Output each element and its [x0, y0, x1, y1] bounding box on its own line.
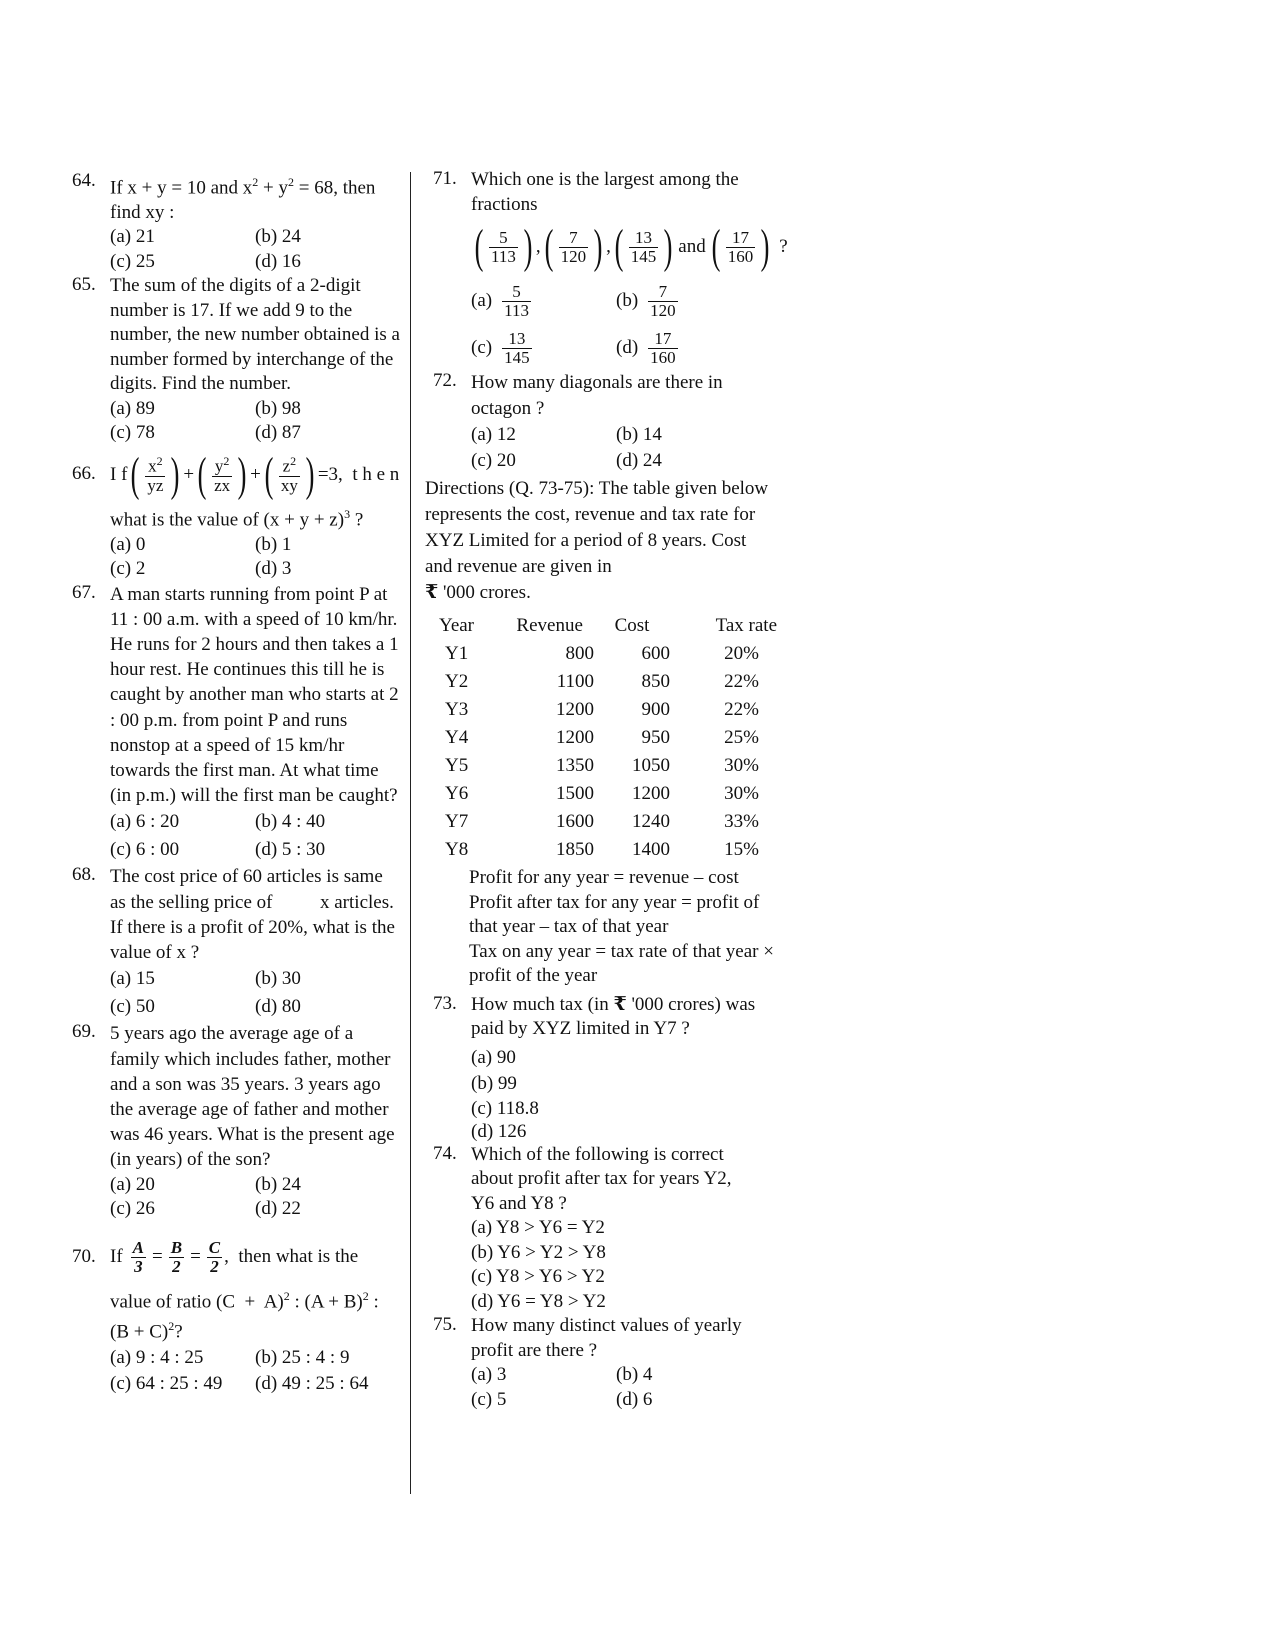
cell-year: Y5 — [445, 755, 469, 777]
left-column — [72, 170, 402, 1397]
option-a: (a) $\frac{5}{113}$ — [471, 282, 529, 320]
directions: Directions (Q. 73-75): The table given below represents the cost, revenue and tax rate for XYZ Limited for a period of 8 years. Cost and revenue are given in ₹ '000 crores. — [425, 478, 769, 604]
table-row — [439, 752, 777, 780]
option-b: (b) 98 — [255, 397, 301, 419]
question-text: How many distinct values of yearly profit are there ? — [471, 1315, 742, 1361]
question-number: 71. — [433, 168, 457, 189]
cell-tax-rate: 22% — [724, 671, 759, 693]
option-c: (c) 78 — [110, 422, 155, 444]
cell-year: Y4 — [445, 727, 469, 749]
option-d: (d) 87 — [255, 422, 301, 444]
option-d: (d) Y6 = Y8 > Y2 — [471, 1290, 606, 1312]
table-row — [439, 808, 777, 836]
option-c: (c) 118.8 — [471, 1097, 539, 1119]
option-c: (c) 50 — [110, 996, 155, 1018]
option-c: (c) 6 : 00 — [110, 839, 180, 861]
cell-cost: 1050 — [631, 755, 670, 777]
question-number: 75. — [433, 1314, 457, 1336]
option-a: (a) 20 — [110, 1173, 155, 1195]
option-a: (a) Y8 > Y6 = Y2 — [471, 1217, 605, 1239]
option-d: (d) 80 — [255, 996, 301, 1018]
note: Profit for any year = revenue – cost — [469, 867, 739, 889]
question-number: 66. — [72, 462, 96, 484]
option-c: (c) 5 — [471, 1388, 507, 1410]
column-divider — [410, 172, 411, 1494]
question-text: How much tax (in ₹ '000 crores) was paid by XYZ limited in Y7 ? — [471, 993, 756, 1040]
option-b: (b) 24 — [255, 1173, 301, 1195]
cell-year: Y6 — [445, 783, 469, 805]
question-text: If x + y = 10 and $x^2 + y^2 = 68$, then find xy : — [110, 175, 376, 223]
cell-revenue: 1200 — [556, 699, 595, 721]
question-number: 68. — [72, 864, 96, 886]
option-b: (b) 14 — [616, 424, 662, 446]
cell-year: Y7 — [445, 811, 469, 833]
question-number: 64. — [72, 170, 96, 191]
option-c: (c) 64 : 25 : 49 — [110, 1373, 223, 1395]
question-text: The cost price of 60 articles is same as the selling price of x articles. If there is a profit of 20%, what is the value of x ? — [110, 866, 400, 964]
question-72 — [425, 370, 777, 474]
options — [471, 1045, 777, 1143]
cell-cost: 900 — [641, 699, 670, 721]
cell-cost: 1200 — [631, 783, 670, 805]
cell-revenue: 800 — [565, 643, 595, 665]
cell-year: Y8 — [445, 839, 469, 861]
question-number: 65. — [72, 274, 96, 296]
option-a: (a) 6 : 20 — [110, 811, 180, 833]
notes — [425, 866, 777, 989]
table-row — [439, 836, 777, 864]
question-text: A man starts running from point P at 11 : 00 a.m. with a speed of 10 km/hr. He runs for 2 hours and then takes a 1 hour rest. He continues this till he is caught by another man who starts at 2 : 00 p.m. from point P and runs nonstop at a speed of 15 km/hr towards the first man. At what time (in p.m.) will the first man be caught? — [110, 583, 399, 807]
cell-tax-rate: 33% — [724, 811, 759, 833]
option-a: (a) 3 — [471, 1364, 507, 1386]
options — [471, 1363, 777, 1412]
option-b: (b) 1 — [255, 533, 292, 555]
cell-cost: 850 — [641, 671, 670, 693]
question-text: 5 years ago the average age of a family which includes father, mother and a son was 35 years. 3 years ago the average age of father and mother was 46 years. What is the present age (in years) of the son? — [110, 1023, 395, 1171]
option-d: (d) 16 — [255, 250, 301, 272]
cell-year: Y3 — [445, 699, 469, 721]
cell-tax-rate: 30% — [724, 755, 759, 777]
option-d: (d) 49 : 25 : 64 — [255, 1373, 369, 1395]
cell-cost: 1400 — [631, 839, 670, 861]
cell-cost: 950 — [641, 727, 670, 749]
option-d: (d) 3 — [255, 558, 292, 580]
option-c: (c) 25 — [110, 250, 155, 272]
question-66 — [72, 448, 402, 582]
rupee-icon: ₹ — [425, 582, 439, 604]
option-a: (a) 9 : 4 : 25 — [110, 1347, 204, 1369]
question-text: what is the value of $(x + y + z)^3$ ? — [110, 506, 364, 531]
question-text: The sum of the digits of a 2-digit number is 17. If we add 9 to the number, the new number obtained is a number formed by interchange of the digits. Find the number. — [110, 275, 400, 395]
cell-revenue: 1600 — [556, 811, 595, 833]
option-b: (b) 30 — [255, 968, 301, 990]
table-row — [439, 724, 777, 752]
question-75 — [425, 1314, 777, 1412]
table-row — [439, 640, 777, 668]
table-row — [439, 780, 777, 808]
option-a: (a) 90 — [471, 1046, 516, 1068]
option-d: (d) 5 : 30 — [255, 839, 326, 861]
question-text: How many diagonals are there in octagon ? — [471, 372, 723, 420]
option-c: (c) 26 — [110, 1198, 155, 1220]
cell-tax-rate: 15% — [724, 839, 759, 861]
right-column — [425, 168, 788, 1412]
option-d: (d) $\frac{17}{160}$ — [616, 328, 676, 367]
question-73 — [425, 993, 777, 1143]
options — [110, 1345, 402, 1397]
option-b: (b) Y6 > Y2 > Y8 — [471, 1241, 606, 1263]
options — [471, 283, 777, 366]
cell-tax-rate: 25% — [724, 727, 759, 749]
options — [471, 1216, 777, 1314]
options — [110, 397, 402, 446]
options — [110, 533, 402, 582]
option-a: (a) 15 — [110, 968, 155, 990]
cell-tax-rate: 30% — [724, 783, 759, 805]
cell-year: Y1 — [445, 643, 469, 665]
cell-cost: 1240 — [631, 811, 670, 833]
question-text: Which one is the largest among the fractions — [471, 169, 739, 215]
question-formula: If $\frac{A}{3}$ = $\frac{B}{2}$ = $\frac{C}{2}$ , then what is the — [110, 1238, 359, 1277]
option-d: (d) 126 — [471, 1120, 527, 1142]
question-text: value of ratio $(C + A)^2$ : $(A + B)^2$ : — [110, 1288, 379, 1312]
option-b: (b) 4 : 40 — [255, 811, 326, 833]
option-a: (a) 89 — [110, 397, 155, 419]
question-64 — [72, 170, 402, 274]
question-number: 74. — [433, 1142, 457, 1164]
cell-tax-rate: 20% — [724, 643, 759, 665]
question-text: Which of the following is correct about profit after tax for years Y2, Y6 and Y8 ? — [471, 1143, 732, 1214]
question-70 — [72, 1232, 402, 1398]
option-a: (a) 12 — [471, 424, 516, 446]
note: Profit after tax for any year = profit of that year – tax of that year — [469, 891, 760, 938]
data-table — [439, 612, 777, 864]
cell-revenue: 1100 — [556, 671, 595, 693]
note: Tax on any year = tax rate of that year × profit of the year — [469, 940, 774, 987]
question-67 — [72, 582, 402, 865]
question-number: 67. — [72, 581, 96, 603]
option-b: (b) 4 — [616, 1364, 653, 1386]
option-b: (b) 25 : 4 : 9 — [255, 1347, 350, 1369]
table-row — [439, 696, 777, 724]
question-number: 70. — [72, 1245, 96, 1267]
question-68 — [72, 864, 402, 1021]
option-b: (b) 24 — [255, 226, 301, 248]
question-69 — [72, 1021, 402, 1221]
options — [110, 808, 402, 864]
cell-revenue: 1850 — [556, 839, 595, 861]
option-d: (d) 24 — [616, 450, 662, 472]
question-65 — [72, 274, 402, 446]
options — [110, 965, 402, 1021]
fractions-list: ( $\frac{5}{113}$ ) , ( $\frac{7}{120}$ ) , ( $\frac{13}{145}$ ) and ( $\frac{17}{160}$ ) ? — [474, 220, 788, 273]
cell-cost: 600 — [641, 643, 670, 665]
table-row — [439, 668, 777, 696]
question-text: $(B + C)^2$? — [110, 1319, 183, 1343]
cell-revenue: 1500 — [556, 783, 595, 805]
cell-tax-rate: 22% — [724, 699, 759, 721]
cell-revenue: 1200 — [556, 727, 595, 749]
option-c: (c) 20 — [471, 450, 516, 472]
option-b: (b) $\frac{7}{120}$ — [616, 282, 676, 320]
cell-year: Y2 — [445, 671, 469, 693]
option-a: (a) 0 — [110, 533, 146, 555]
option-d: (d) 22 — [255, 1198, 301, 1220]
rupee-icon: ₹ — [613, 993, 627, 1015]
option-c: (c) Y8 > Y6 > Y2 — [471, 1266, 605, 1288]
question-74 — [425, 1143, 777, 1315]
option-d: (d) 6 — [616, 1388, 653, 1410]
option-c: (c) $\frac{13}{145}$ — [471, 328, 530, 367]
question-number: 72. — [433, 370, 457, 392]
question-number: 73. — [433, 992, 457, 1014]
question-number: 69. — [72, 1021, 96, 1043]
question-formula: I f ( $\frac{x^2}{yz}$ ) + ( $\frac{y^2}{zx}$ ) + ( $\frac{z^2}{xy}$ ) =3, t h e n — [110, 447, 400, 501]
cell-revenue: 1350 — [556, 755, 595, 777]
option-a: (a) 21 — [110, 226, 155, 248]
question-71 — [425, 168, 788, 367]
options — [471, 422, 777, 474]
options — [110, 225, 402, 274]
option-c: (c) 2 — [110, 558, 146, 580]
options — [110, 1173, 402, 1222]
table-header: Year Revenue Cost Tax rate — [439, 615, 777, 637]
option-b: (b) 99 — [471, 1072, 517, 1094]
